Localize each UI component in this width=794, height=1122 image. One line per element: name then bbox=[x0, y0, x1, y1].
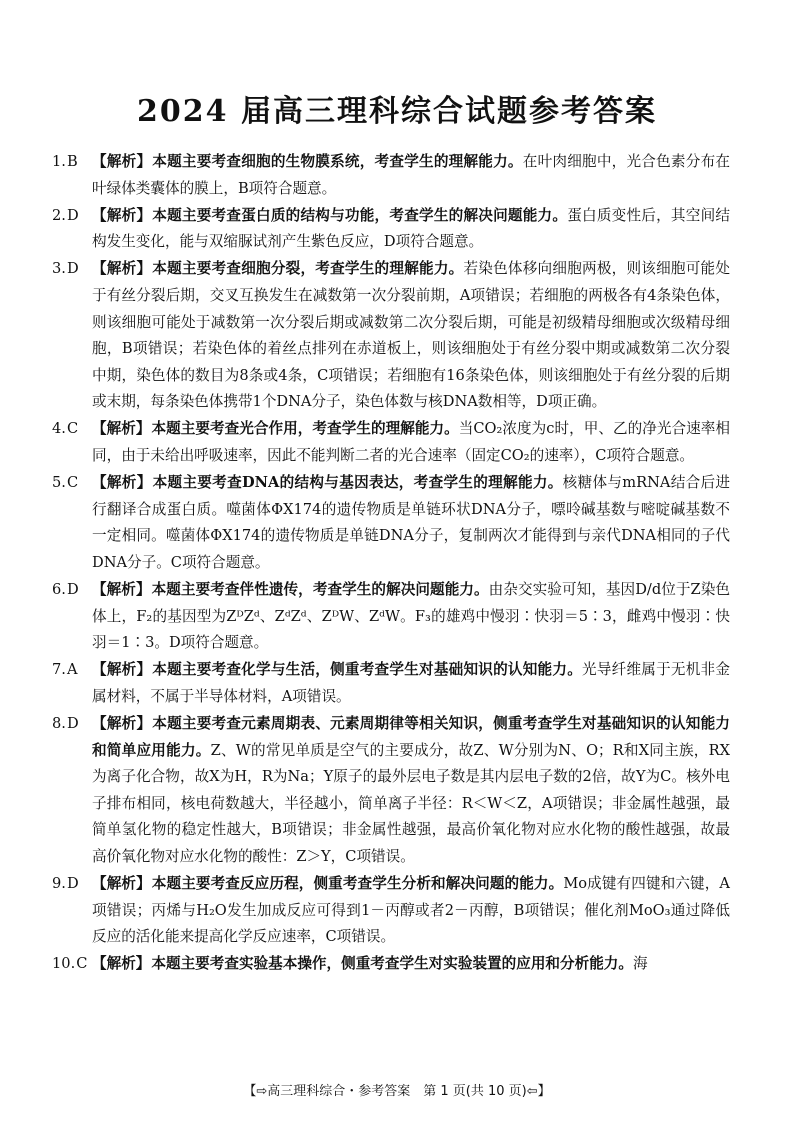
answer-number bbox=[52, 951, 92, 978]
question-number: 10. bbox=[52, 955, 76, 973]
question-focus: 本题主要考查DNA的结构与基因表达，考查学生的理解能力。 bbox=[152, 474, 563, 492]
answer-number bbox=[52, 470, 92, 576]
answer-number bbox=[52, 577, 92, 657]
answer-list bbox=[52, 149, 730, 978]
answer-choice: A bbox=[66, 661, 78, 679]
answer-item bbox=[52, 416, 730, 469]
answer-number bbox=[52, 657, 92, 710]
answer-choice: C bbox=[66, 474, 79, 492]
answer-number bbox=[52, 416, 92, 469]
answer-explanation bbox=[92, 149, 730, 202]
question-number: 2. bbox=[52, 206, 66, 224]
explanation-body: 光导纤维属于无机非金属材料，不属于半导体材料，A项错误。 bbox=[92, 661, 730, 705]
answer-choice: C bbox=[76, 955, 88, 973]
analysis-tag: 【解析】 bbox=[92, 581, 151, 598]
answer-item bbox=[52, 871, 730, 951]
answer-choice: D bbox=[66, 206, 79, 224]
answer-choice: D bbox=[66, 714, 79, 732]
question-focus: 本题主要考查实验基本操作，侧重考查学生对实验装置的应用和分析能力。 bbox=[151, 955, 633, 973]
question-focus: 本题主要考查细胞分裂，考查学生的理解能力。 bbox=[152, 260, 464, 278]
answer-number bbox=[52, 149, 92, 202]
analysis-tag: 【解析】 bbox=[92, 474, 152, 492]
answer-explanation bbox=[92, 256, 730, 416]
analysis-tag: 【解析】 bbox=[92, 153, 152, 170]
answer-item bbox=[52, 711, 730, 871]
analysis-tag: 【解析】 bbox=[92, 420, 151, 438]
question-focus: 本题主要考查细胞的生物膜系统，考查学生的理解能力。 bbox=[152, 153, 523, 170]
analysis-tag: 【解析】 bbox=[92, 714, 152, 732]
answer-choice: D bbox=[66, 260, 79, 278]
answer-item bbox=[52, 577, 730, 657]
question-focus: 本题主要考查蛋白质的结构与功能，考查学生的解决问题能力。 bbox=[152, 206, 568, 224]
question-number: 7. bbox=[52, 661, 66, 679]
analysis-tag: 【解析】 bbox=[92, 955, 151, 973]
answer-choice: D bbox=[66, 875, 79, 893]
page-title: 2024 届高三理科综合试题参考答案 bbox=[137, 94, 657, 129]
answer-number bbox=[52, 203, 92, 256]
answer-item bbox=[52, 203, 730, 256]
answer-explanation bbox=[92, 657, 730, 710]
question-number: 1. bbox=[52, 153, 66, 170]
analysis-tag: 【解析】 bbox=[92, 260, 152, 278]
answer-item bbox=[52, 470, 730, 576]
answer-item bbox=[52, 657, 730, 710]
analysis-tag: 【解析】 bbox=[92, 875, 151, 893]
question-focus: 本题主要考查反应历程，侧重考查学生分析和解决问题的能力。 bbox=[151, 875, 564, 893]
answer-item bbox=[52, 951, 730, 978]
answer-explanation bbox=[92, 203, 730, 256]
answer-number bbox=[52, 871, 92, 951]
question-number: 3. bbox=[52, 260, 66, 278]
answer-choice: B bbox=[66, 153, 78, 170]
answer-item bbox=[52, 149, 730, 202]
answer-choice: C bbox=[66, 420, 79, 438]
answer-number bbox=[52, 256, 92, 416]
explanation-body: Mo成键有四键和六键，A项错误；丙烯与H₂O发生加成反应可得到1－丙醇或者2－丙醇，B项错误；催化剂MoO₃通过降低反应的活化能来提高化学反应速率，C项错误。 bbox=[92, 875, 730, 946]
question-number: 6. bbox=[52, 581, 66, 598]
answer-choice: D bbox=[66, 581, 79, 598]
answer-number bbox=[52, 711, 92, 871]
explanation-body: 由杂交实验可知，基因D/d位于Z染色体上，F₂的基因型为ZᴰZᵈ、ZᵈZᵈ、ZᴰW、ZᵈW。F₃的雄鸡中慢羽∶快羽＝5∶3，雌鸡中慢羽∶快羽＝1∶3。D项符合题意。 bbox=[92, 581, 730, 652]
analysis-tag: 【解析】 bbox=[92, 661, 152, 679]
explanation-body: 核糖体与mRNA结合后进行翻译合成蛋白质。噬菌体ΦX174的遗传物质是单链环状DNA分子，嘌呤碱基数与嘧啶碱基数不一定相同。噬菌体ΦX174的遗传物质是单链DNA分子，复制两次才能得到与亲代DNA相同的子代DNA分子。C项符合题意。 bbox=[92, 474, 730, 571]
explanation-body: 蛋白质变性后，其空间结构发生变化，能与双缩脲试剂产生紫色反应，D项符合题意。 bbox=[92, 206, 730, 251]
answer-item bbox=[52, 256, 730, 416]
question-number: 4. bbox=[52, 420, 66, 438]
question-focus: 本题主要考查伴性遗传，考查学生的解决问题能力。 bbox=[151, 581, 489, 598]
explanation-body: 在叶肉细胞中，光合色素分布在叶绿体类囊体的膜上，B项符合题意。 bbox=[92, 153, 730, 197]
page-footer: 【⇨高三理科综合・参考答案 第 1 页(共 10 页)⇦】 bbox=[243, 1084, 551, 1099]
explanation-body: Z、W的常见单质是空气的主要成分，故Z、W分别为N、O；R和X同主族，RX为离子化合物，故X为H，R为Na；Y原子的最外层电子数是其内层电子数的2倍，故Y为C。核外电子排布相同，核电荷数越大，半径越小，简单离子半径：R＜W＜Z，A项错误；非金属性越强，最简单氢化物的稳定性越大，B项错误；非金属性越强，最高价氧化物对应水化物的酸性越强，故最高价氧化物对应水化物的酸性：Z＞Y，C项错误。 bbox=[92, 741, 730, 865]
question-focus: 本题主要考查元素周期表、元素周期律等相关知识，侧重考查学生对基础知识的认知能力和简单应用能力。 bbox=[92, 714, 730, 759]
question-number: 9. bbox=[52, 875, 66, 893]
answer-explanation bbox=[92, 951, 730, 978]
explanation-body: 海 bbox=[633, 955, 648, 973]
question-number: 5. bbox=[52, 474, 66, 492]
question-number: 8. bbox=[52, 714, 66, 732]
answer-explanation bbox=[92, 416, 730, 469]
question-focus: 本题主要考查光合作用，考查学生的理解能力。 bbox=[151, 420, 459, 438]
answer-explanation bbox=[92, 470, 730, 576]
analysis-tag: 【解析】 bbox=[92, 206, 152, 224]
question-focus: 本题主要考查化学与生活，侧重考查学生对基础知识的认知能力。 bbox=[152, 661, 583, 679]
explanation-body: 若染色体移向细胞两极，则该细胞可能处于有丝分裂后期，交叉互换发生在减数第一次分裂前期，A项错误；若细胞的两极各有4条染色体，则该细胞可能处于减数第一次分裂后期或减数第二次分裂后期，可能是初级精母细胞或次级精母细胞，B项错误；若染色体的着丝点排列在赤道板上，则该细胞处于有丝分裂中期或减数第二次分裂中期，染色体的数目为8条或4条，C项错误；若细胞有16条染色体，则该细胞处于有丝分裂的后期或末期，每条染色体携带1个DNA分子，染色体数与核DNA数相等，D项正确。 bbox=[92, 260, 730, 411]
explanation-body: 当CO₂浓度为c时，甲、乙的净光合速率相同，由于未给出呼吸速率，因此不能判断二者的光合速率（固定CO₂的速率），C项符合题意。 bbox=[92, 420, 730, 465]
answer-explanation bbox=[92, 577, 730, 657]
answer-explanation bbox=[92, 711, 730, 871]
answer-explanation bbox=[92, 871, 730, 951]
